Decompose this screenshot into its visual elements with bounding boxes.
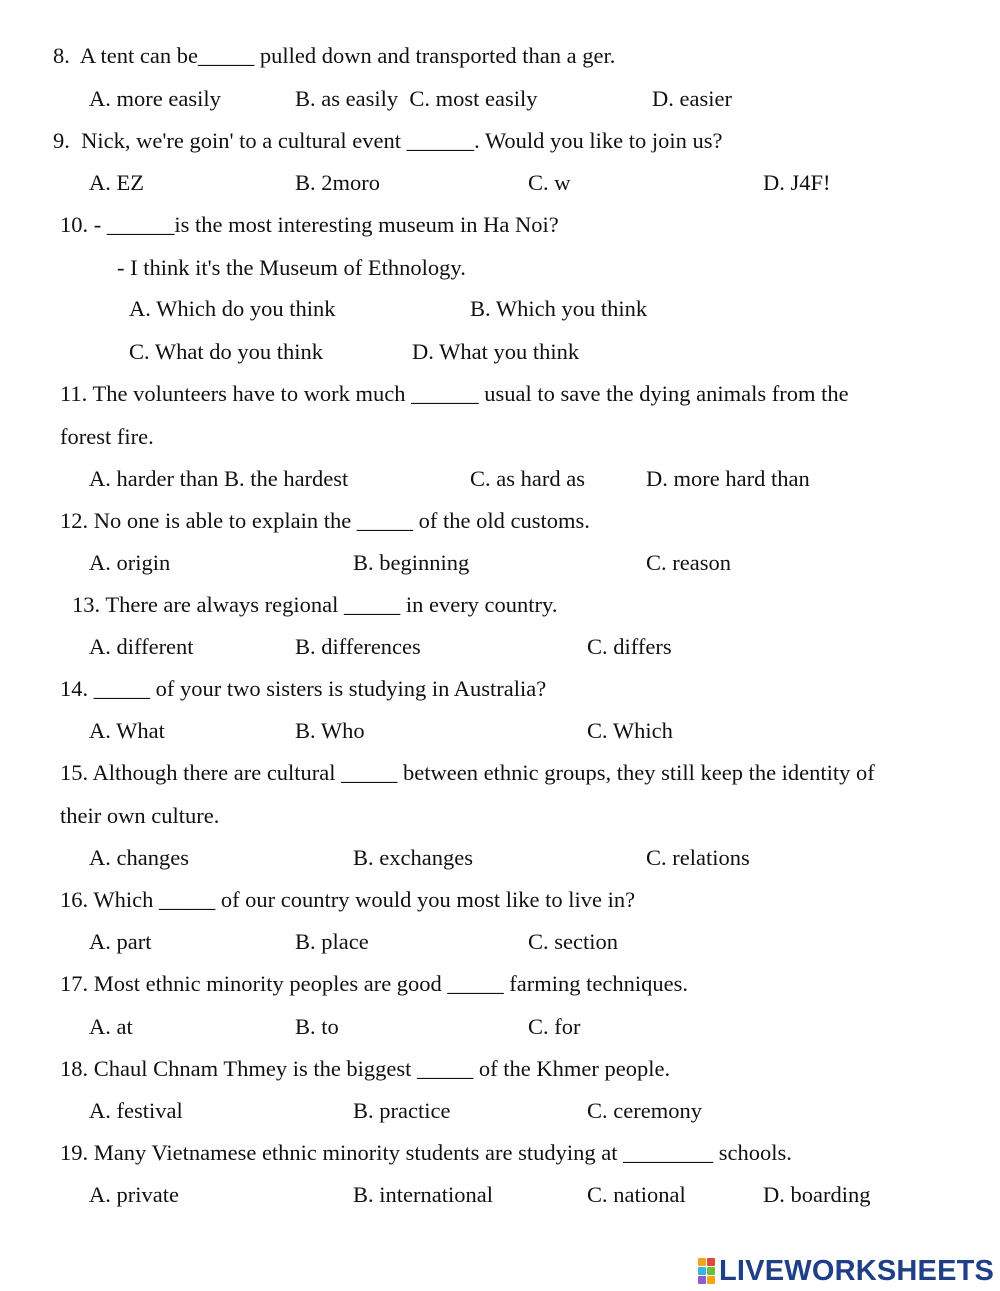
question-16-option-b[interactable]: B. place <box>295 929 369 954</box>
question-9-option-d[interactable]: D. J4F! <box>763 170 831 195</box>
liveworksheets-logo[interactable] <box>698 1254 994 1288</box>
question-11-option-a-b[interactable]: A. harder than B. the hardest <box>89 466 349 491</box>
question-10-option-b[interactable]: B. Which you think <box>470 296 648 321</box>
question-15-option-b[interactable]: B. exchanges <box>353 845 473 870</box>
question-8-option-b-c[interactable]: B. as easily C. most easily <box>295 86 538 111</box>
question-19-option-d[interactable]: D. boarding <box>763 1182 871 1207</box>
question-18-stem: 18. Chaul Chnam Thmey is the biggest _____ of the Khmer people. <box>60 1056 671 1081</box>
question-19-option-a[interactable]: A. private <box>89 1182 179 1207</box>
logo-text: LIVEWORKSHEETS <box>719 1254 995 1287</box>
question-17-option-c[interactable]: C. for <box>528 1014 581 1039</box>
question-16-option-a[interactable]: A. part <box>89 929 152 954</box>
logo-mark-block <box>707 1267 715 1275</box>
question-13-option-b[interactable]: B. differences <box>295 634 421 659</box>
question-9-option-b[interactable]: B. 2moro <box>295 170 381 195</box>
question-14-option-c[interactable]: C. Which <box>587 718 673 743</box>
question-17-option-b[interactable]: B. to <box>295 1014 339 1039</box>
logo-mark-block <box>698 1276 706 1284</box>
question-10-option-a[interactable]: A. Which do you think <box>129 296 336 321</box>
question-9-stem: 9. Nick, we're goin' to a cultural event ______. Would you like to join us? <box>53 128 723 153</box>
question-15-stem: 15. Although there are cultural _____ between ethnic groups, they still keep the identity of <box>60 760 875 785</box>
question-10-reply: - I think it's the Museum of Ethnology. <box>117 255 466 280</box>
question-19-option-c[interactable]: C. national <box>587 1182 686 1207</box>
question-16-stem: 16. Which _____ of our country would you most like to live in? <box>60 887 636 912</box>
question-14-option-a[interactable]: A. What <box>89 718 165 743</box>
question-9-option-c[interactable]: C. w <box>528 170 571 195</box>
question-10-stem: 10. - ______is the most interesting museum in Ha Noi? <box>60 212 559 237</box>
question-11-stem-continued: forest fire. <box>60 424 154 449</box>
question-15-option-a[interactable]: A. changes <box>89 845 189 870</box>
question-16-option-c[interactable]: C. section <box>528 929 618 954</box>
question-11-option-d[interactable]: D. more hard than <box>646 466 810 491</box>
logo-mark-block <box>707 1258 715 1266</box>
logo-mark-block <box>698 1258 706 1266</box>
liveworksheets-logo-icon <box>698 1258 715 1284</box>
question-10-option-d[interactable]: D. What you think <box>412 339 580 364</box>
question-12-option-c[interactable]: C. reason <box>646 550 731 575</box>
question-13-option-c[interactable]: C. differs <box>587 634 672 659</box>
question-13-stem: 13. There are always regional _____ in every country. <box>72 592 558 617</box>
question-8-stem: 8. A tent can be_____ pulled down and transported than a ger. <box>53 43 616 68</box>
logo-mark-block <box>707 1276 715 1284</box>
question-17-option-a[interactable]: A. at <box>89 1014 133 1039</box>
question-18-option-c[interactable]: C. ceremony <box>587 1098 702 1123</box>
question-17-stem: 17. Most ethnic minority peoples are good _____ farming techniques. <box>60 971 689 996</box>
question-8-option-d[interactable]: D. easier <box>652 86 732 111</box>
question-14-stem: 14. _____ of your two sisters is studying in Australia? <box>60 676 547 701</box>
question-18-option-b[interactable]: B. practice <box>353 1098 451 1123</box>
question-15-option-c[interactable]: C. relations <box>646 845 750 870</box>
question-11-option-c[interactable]: C. as hard as <box>470 466 585 491</box>
question-12-option-b[interactable]: B. beginning <box>353 550 470 575</box>
question-19-option-b[interactable]: B. international <box>353 1182 493 1207</box>
question-8-option-a[interactable]: A. more easily <box>89 86 221 111</box>
question-19-stem: 19. Many Vietnamese ethnic minority students are studying at ________ schools. <box>60 1140 792 1165</box>
question-18-option-a[interactable]: A. festival <box>89 1098 183 1123</box>
question-9-option-a[interactable]: A. EZ <box>89 170 144 195</box>
question-10-option-c[interactable]: C. What do you think <box>129 339 323 364</box>
logo-mark-block <box>698 1267 706 1275</box>
question-15-stem-continued: their own culture. <box>60 803 220 828</box>
question-14-option-b[interactable]: B. Who <box>295 718 365 743</box>
question-12-option-a[interactable]: A. origin <box>89 550 171 575</box>
question-11-stem: 11. The volunteers have to work much ______ usual to save the dying animals from the <box>60 381 849 406</box>
question-12-stem: 12. No one is able to explain the _____ of the old customs. <box>60 508 590 533</box>
question-13-option-a[interactable]: A. different <box>89 634 194 659</box>
